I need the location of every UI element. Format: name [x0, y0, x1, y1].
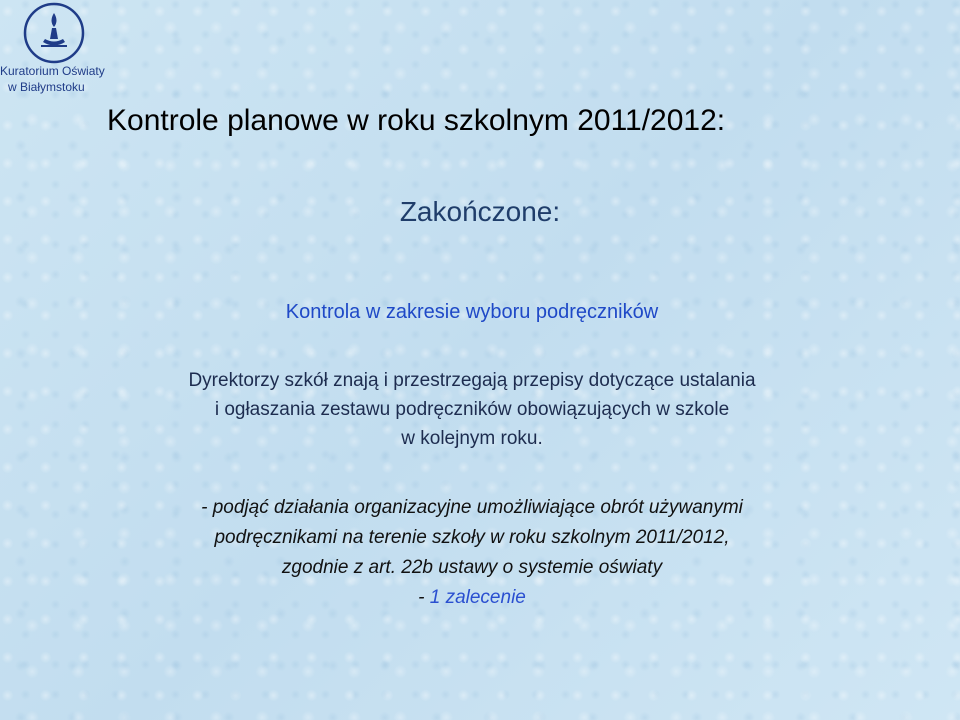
- kuratorium-logo: [0, 0, 110, 100]
- recommendation-line: zgodnie z art. 22b ustawy o systemie oświaty: [281, 557, 663, 578]
- logo-text-line2: w Białymstoku: [8, 80, 85, 94]
- paragraph-line: Dyrektorzy szkół znają i przestrzegają przepisy dotyczące ustalania: [188, 370, 756, 391]
- findings-paragraph: [0, 366, 944, 453]
- recommendation-line: podręcznikami na terenie szkoły w roku szkolnym 2011/2012,: [214, 527, 730, 548]
- paragraph-line: w kolejnym roku.: [401, 428, 543, 449]
- paragraph-line: i ogłaszania zestawu podręczników obowiązujących w szkole: [214, 399, 730, 420]
- recommendation-count: [0, 583, 944, 613]
- slide-subtitle: Zakończone:: [399, 196, 561, 227]
- slide-title: Kontrole planowe w roku szkolnym 2011/2012:: [107, 104, 726, 137]
- count-prefix: -: [418, 587, 430, 608]
- lamp-of-knowledge-icon: [21, 2, 87, 64]
- count-label: 1 zalecenie: [429, 587, 526, 608]
- logo-text-line1: Kuratorium Oświaty: [0, 64, 105, 78]
- recommendation-block: [0, 493, 944, 613]
- recommendation-line: - podjąć działania organizacyjne umożliwiające obrót używanymi: [201, 497, 743, 518]
- section-heading: Kontrola w zakresie wyboru podręczników: [285, 301, 659, 323]
